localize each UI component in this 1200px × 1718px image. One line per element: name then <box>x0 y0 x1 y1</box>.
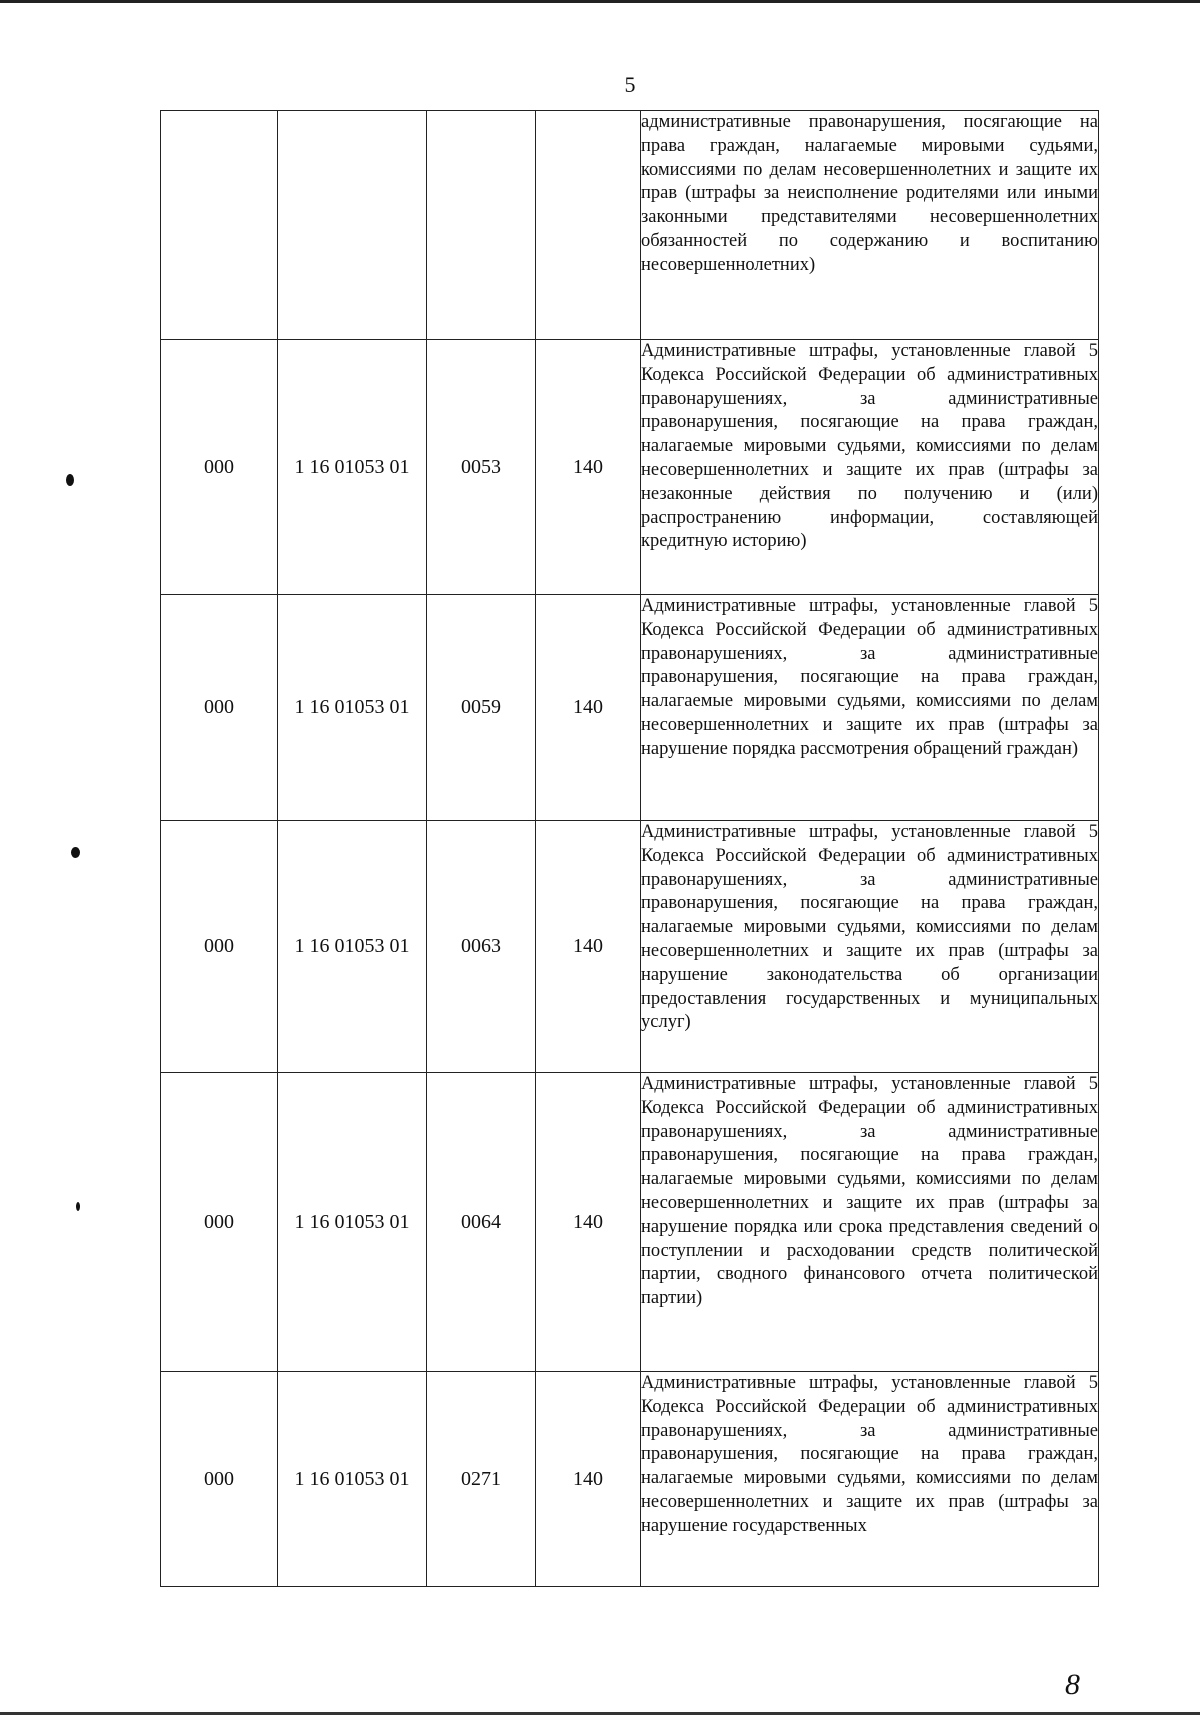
table-row <box>161 1073 1099 1372</box>
description: административные правонарушения, посягающие на права граждан, налагаемые мировыми судьями, комиссиями по делам несовершеннолетних и защите их прав (штрафы за неисполнение родителями или иными законными представителями несовершеннолетних обязанностей по содержанию и воспитанию несовершеннолетних) <box>641 111 1099 340</box>
kbk-code: 1 16 01053 01 <box>278 1073 427 1372</box>
kosgu-code: 140 <box>536 595 641 821</box>
bottom-edge-rule <box>0 1712 1200 1715</box>
description: Административные штрафы, установленные главой 5 Кодекса Российской Федерации об административных правонарушениях, за административные правонарушения, посягающие на права граждан, налагаемые мировыми судьями, комиссиями по делам несовершеннолетних и защите их прав (штрафы за незаконные действия по получению и (или) распространению информации, составляющей кредитную историю) <box>641 340 1099 595</box>
kbk-code: 1 16 01053 01 <box>278 340 427 595</box>
punch-hole-mark <box>71 847 80 858</box>
kbk-code: 1 16 01053 01 <box>278 1372 427 1587</box>
kbk-code: 1 16 01053 01 <box>278 595 427 821</box>
punch-hole-mark <box>66 474 74 486</box>
description: Административные штрафы, установленные главой 5 Кодекса Российской Федерации об административных правонарушениях, за административные правонарушения, посягающие на права граждан, налагаемые мировыми судьями, комиссиями по делам несовершеннолетних и защите их прав (штрафы за нарушение порядка рассмотрения обращений граждан) <box>641 595 1099 821</box>
admin-code: 000 <box>161 1372 278 1587</box>
kosgu-code <box>536 111 641 340</box>
table-row <box>161 111 1099 340</box>
admin-code <box>161 111 278 340</box>
table-row <box>161 595 1099 821</box>
table-row <box>161 1372 1099 1587</box>
kbk-code: 1 16 01053 01 <box>278 821 427 1073</box>
description: Административные штрафы, установленные главой 5 Кодекса Российской Федерации об административных правонарушениях, за административные правонарушения, посягающие на права граждан, налагаемые мировыми судьями, комиссиями по делам несовершеннолетних и защите их прав (штрафы за нарушение государственных <box>641 1372 1099 1587</box>
table-row <box>161 340 1099 595</box>
kosgu-code: 140 <box>536 1372 641 1587</box>
page-number: 5 <box>624 72 636 97</box>
admin-code: 000 <box>161 340 278 595</box>
subcode: 0064 <box>427 1073 536 1372</box>
kosgu-code: 140 <box>536 821 641 1073</box>
punch-hole-mark <box>76 1202 80 1211</box>
budget-codes-table <box>160 110 1099 1587</box>
subcode: 0063 <box>427 821 536 1073</box>
corner-mark: 8 <box>1065 1668 1080 1701</box>
subcode <box>427 111 536 340</box>
description: Административные штрафы, установленные главой 5 Кодекса Российской Федерации об административных правонарушениях, за административные правонарушения, посягающие на права граждан, налагаемые мировыми судьями, комиссиями по делам несовершеннолетних и защите их прав (штрафы за нарушение порядка или срока представления сведений о поступлении и расходовании средств политической партии, сводного финансового отчета политической партии) <box>641 1073 1099 1372</box>
admin-code: 000 <box>161 1073 278 1372</box>
kosgu-code: 140 <box>536 340 641 595</box>
subcode: 0059 <box>427 595 536 821</box>
kbk-code <box>278 111 427 340</box>
table-row <box>161 821 1099 1073</box>
description: Административные штрафы, установленные главой 5 Кодекса Российской Федерации об административных правонарушениях, за административные правонарушения, посягающие на права граждан, налагаемые мировыми судьями, комиссиями по делам несовершеннолетних и защите их прав (штрафы за нарушение законодательства об организации предоставления государственных и муниципальных услуг) <box>641 821 1099 1073</box>
subcode: 0053 <box>427 340 536 595</box>
subcode: 0271 <box>427 1372 536 1587</box>
kosgu-code: 140 <box>536 1073 641 1372</box>
admin-code: 000 <box>161 595 278 821</box>
top-edge-rule <box>0 0 1200 3</box>
admin-code: 000 <box>161 821 278 1073</box>
